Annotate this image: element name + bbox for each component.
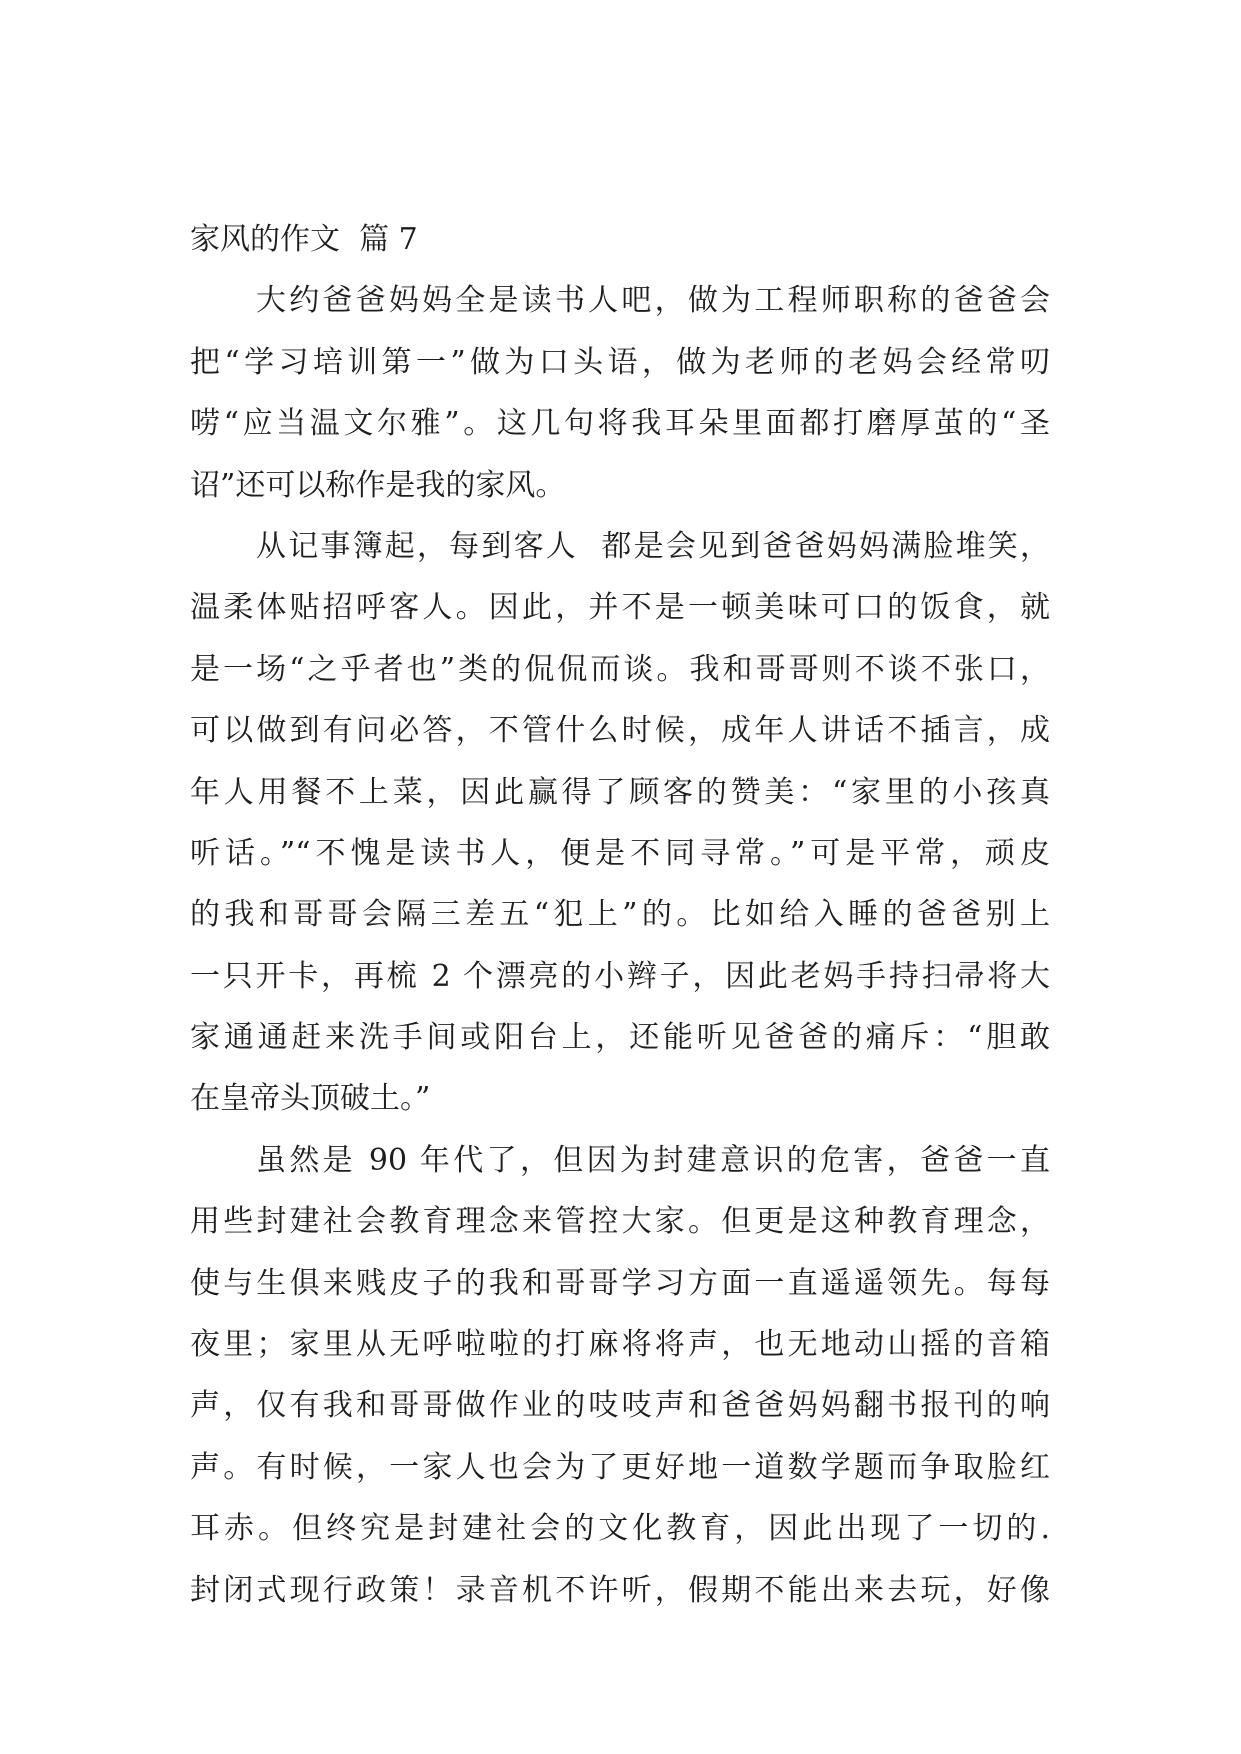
text-line: 夜里；家里从无呼啦啦的打麻将将声，也无地动山摇的音箱 — [190, 1327, 1050, 1363]
text-line: 是一场“之乎者也”类的侃侃而谈。我和哥哥则不谈不张口， — [190, 651, 1050, 687]
text-line: 声。有时候，一家人也会为了更好地一道数学题而争取脸红 — [190, 1449, 1050, 1485]
text-line: 把“学习培训第一”做为口头语，做为老师的老妈会经常叨 — [190, 344, 1050, 380]
text-line: 从记事簿起，每到客人 都是会见到爸爸妈妈满脸堆笑， — [256, 528, 1050, 564]
text-line: 可以做到有问必答，不管什么时候，成年人讲话不插言，成 — [190, 713, 1050, 749]
text-line: 唠“应当温文尔雅”。这几句将我耳朵里面都打磨厚茧的“圣 — [190, 406, 1050, 442]
paragraph — [190, 1130, 1050, 1621]
text-line: 在皇帝头顶破土。” — [190, 1081, 431, 1117]
text-line: 的我和哥哥会隔三差五“犯上”的。比如给入睡的爸爸别上 — [190, 897, 1050, 933]
essay-title: 家风的作文 篇 7 — [190, 222, 418, 257]
text-line: 大约爸爸妈妈全是读书人吧，做为工程师职称的爸爸会 — [256, 283, 1050, 319]
document-body — [190, 209, 1050, 1621]
text-line: 温柔体贴招呼客人。因此，并不是一顿美味可口的饭食，就 — [190, 590, 1050, 626]
text-line: 虽然是 90 年代了，但因为封建意识的危害，爸爸一直 — [256, 1142, 1050, 1178]
text-line: 使与生俱来贱皮子的我和哥哥学习方面一直遥遥领先。每每 — [190, 1265, 1050, 1301]
paragraph — [190, 516, 1050, 1130]
text-line: 声，仅有我和哥哥做作业的吱吱声和爸爸妈妈翻书报刊的响 — [190, 1388, 1050, 1424]
paragraph — [190, 270, 1050, 516]
text-line: 耳赤。但终究是封建社会的文化教育，因此出现了一切的. — [190, 1511, 1050, 1547]
text-line: 家通通赶来洗手间或阳台上，还能听见爸爸的痛斥：“胆敢 — [190, 1020, 1050, 1056]
text-line: 一只开卡，再梳 2 个漂亮的小辫子，因此老妈手持扫帚将大 — [190, 958, 1050, 994]
text-line: 用些封建社会教育理念来管控大家。但更是这种教育理念， — [190, 1204, 1050, 1240]
text-line: 封闭式现行政策！录音机不许听，假期不能出来去玩，好像 — [190, 1572, 1050, 1608]
text-line: 诏”还可以称作是我的家风。 — [190, 467, 566, 503]
text-line: 听话。”“不愧是读书人，便是不同寻常。”可是平常，顽皮 — [190, 835, 1050, 871]
text-line: 年人用餐不上菜，因此赢得了顾客的赞美：“家里的小孩真 — [190, 774, 1050, 810]
